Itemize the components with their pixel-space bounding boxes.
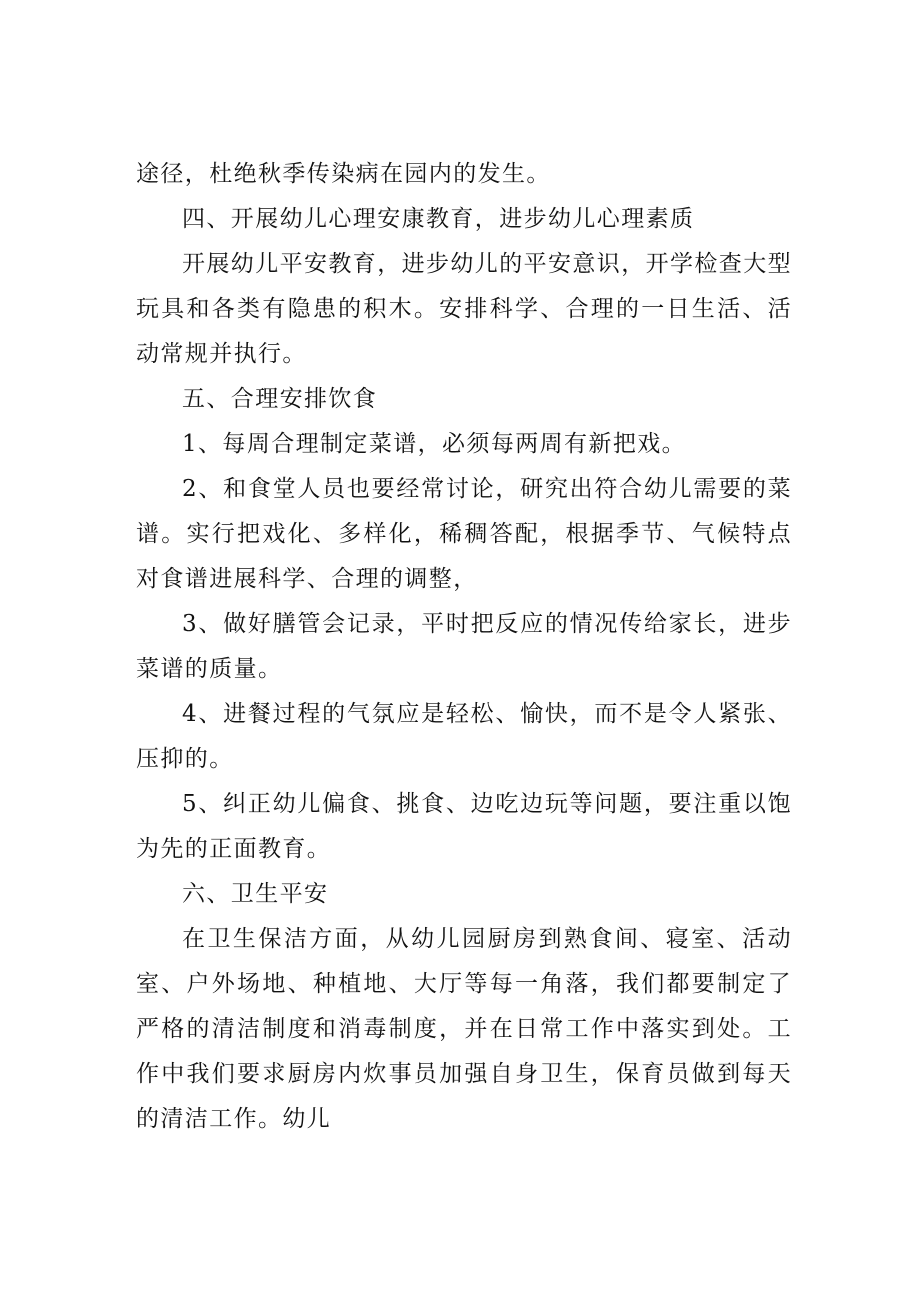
section-heading-6: 六、卫生平安: [182, 881, 329, 907]
document-body: [136, 152, 792, 1142]
section-heading-4: 四、开展幼儿心理安康教育，进步幼儿心理素质: [182, 206, 695, 232]
list-item-3: 3、做好膳管会记录，平时把反应的情况传给家长，进步菜谱的质量。: [136, 611, 792, 682]
list-item-5: 5、纠正幼儿偏食、挑食、边吃边玩等问题，要注重以饱为先的正面教育。: [136, 791, 792, 862]
section-heading-5: 五、合理安排饮食: [182, 386, 378, 412]
paragraph-safety-education: 开展幼儿平安教育，进步幼儿的平安意识，开学检查大型玩具和各类有隐患的积木。安排科学、合理的一日生活、活动常规并执行。: [136, 251, 792, 367]
list-item-1: 1、每周合理制定菜谱，必须每两周有新把戏。: [182, 431, 687, 457]
list-item-4: 4、进餐过程的气氛应是轻松、愉快，而不是令人紧张、压抑的。: [136, 701, 792, 772]
paragraph-hygiene: 在卫生保洁方面，从幼儿园厨房到熟食间、寝室、活动室、户外场地、种植地、大厅等每一角落，我们都要制定了严格的清洁制度和消毒制度，并在日常工作中落实到处。工作中我们要求厨房内炊事员加强自身卫生，保育员做到每天的清洁工作。幼儿: [136, 926, 792, 1132]
list-item-2: 2、和食堂人员也要经常讨论，研究出符合幼儿需要的菜谱。实行把戏化、多样化，稀稠答配，根据季节、气候特点对食谱进展科学、合理的调整，: [136, 476, 792, 592]
paragraph-continuation: 途径，杜绝秋季传染病在园内的发生。: [136, 161, 551, 187]
